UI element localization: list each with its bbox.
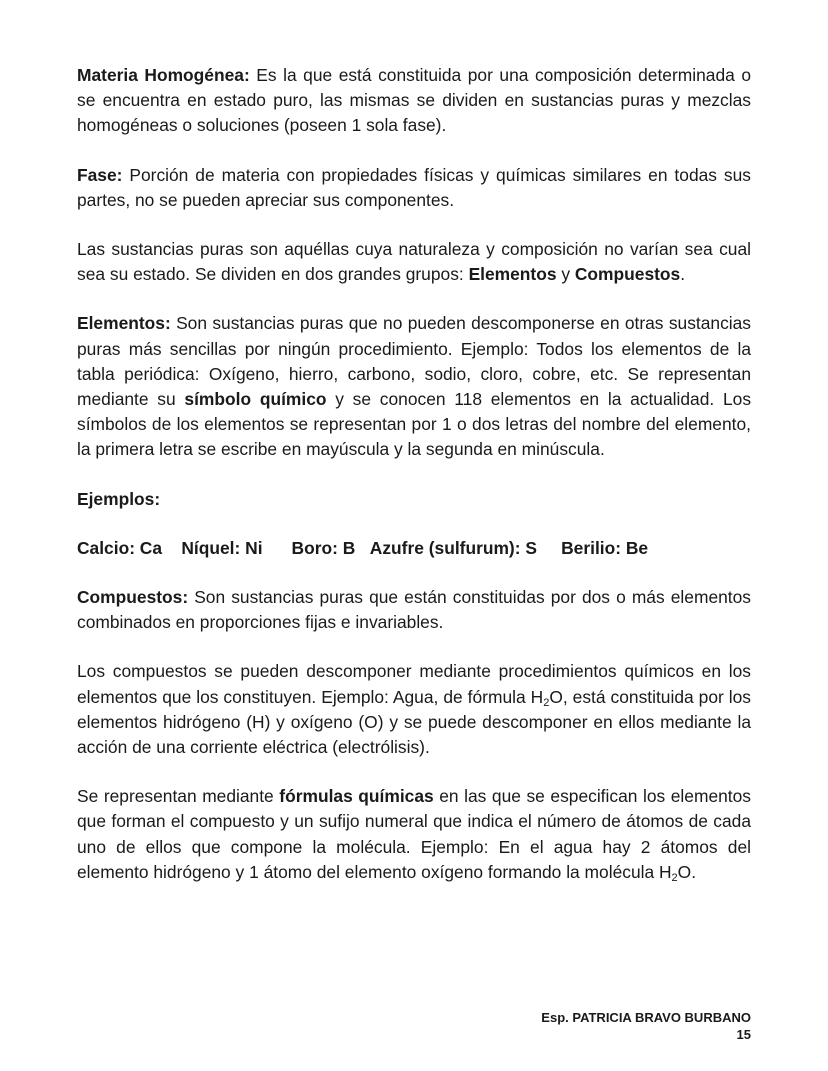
example-item: Níquel: Ni	[181, 537, 263, 558]
paragraph-fase	[77, 163, 751, 213]
page-footer	[541, 1009, 751, 1043]
page-number: 15	[736, 1027, 751, 1042]
text-materia-homogenea: Es la que está constituida por una composición determinada o se encuentra en estado puro, las mismas se dividen en sustancias puras y mezclas homogéneas o soluciones (poseen 1 sola fase).	[77, 65, 751, 136]
paragraph-materia-homogenea	[77, 63, 751, 139]
subscript-2: 2	[671, 871, 678, 884]
text-descomposicion-1: Los compuestos se pueden descomponer mediante procedimientos químicos en los elementos que los constituyen. Ejemplo: Agua, de fórmula H	[77, 661, 751, 707]
paragraph-sustancias-puras	[77, 237, 751, 287]
paragraph-descomposicion	[77, 659, 751, 760]
text-fase: Porción de materia con propiedades físicas y químicas similares en todas sus partes, no se pueden apreciar sus componentes.	[77, 164, 751, 210]
author-name: Esp. PATRICIA BRAVO BURBANO	[541, 1010, 751, 1025]
text-descomposicion-2: O, está constituida por los elementos hidrógeno (H) y oxígeno (O) y se puede descomponer en ellos mediante la acción de una corriente eléctrica (electrólisis).	[77, 686, 751, 758]
text-formulas-2: en las que se especifican los elementos que forman el compuesto y un sufijo numeral que indica el número de átomos de cada uno de ellos que compone la molécula. Ejemplo: En el agua hay 2 átomos del elemento hidrógeno y 1 átomo del elemento oxígeno formando la molécula H	[77, 786, 751, 882]
example-item: Azufre (sulfurum): S	[369, 537, 537, 558]
text-elementos-2: y se conocen 118 elementos en la actualidad. Los símbolos de los elementos se representan por 1 o dos letras del nombre del elemento, la primera letra se escribe en mayúscula y la segunda en minúscula.	[77, 389, 752, 460]
term-compuestos: Compuestos:	[77, 587, 189, 608]
term-materia-homogenea: Materia Homogénea:	[77, 65, 250, 85]
subscript-2: 2	[543, 696, 550, 709]
text-conjunction: y	[556, 264, 575, 285]
text-sustancias-puras: Las sustancias puras son aquéllas cuya naturaleza y composición no varían sea cual sea su estado. Se dividen en dos grandes grupos:	[77, 239, 751, 285]
text-compuestos: Son sustancias puras que están constituidas por dos o más elementos combinados en proporciones fijas e invariables.	[77, 587, 751, 633]
bold-compuestos: Compuestos	[574, 264, 681, 285]
bold-elementos: Elementos	[468, 264, 557, 285]
text-elementos-1: Son sustancias puras que no pueden descomponerse en otras sustancias puras más sencillas por ningún procedimiento. Ejemplo: Todos los elementos de la tabla periódica: Oxígeno, hierro, carbono, sodio, cloro, cobre, etc. Se representan mediante su	[77, 313, 751, 410]
term-fase: Fase:	[77, 164, 123, 185]
example-item: Boro: B	[291, 537, 356, 558]
text-formulas-3: O.	[677, 861, 697, 882]
examples-row	[77, 536, 751, 561]
bold-simbolo-quimico: símbolo químico	[184, 389, 327, 410]
examples-heading: Ejemplos:	[77, 488, 161, 509]
paragraph-compuestos	[77, 585, 751, 635]
paragraph-elementos	[77, 311, 751, 462]
example-item: Berilio: Be	[561, 537, 649, 558]
text-formulas-1: Se representan mediante	[77, 786, 280, 807]
term-elementos: Elementos:	[77, 313, 171, 334]
text-period: .	[680, 264, 686, 285]
bold-formulas-quimicas: fórmulas químicas	[279, 786, 434, 807]
example-item: Calcio: Ca	[77, 537, 163, 558]
paragraph-formulas	[77, 784, 751, 885]
